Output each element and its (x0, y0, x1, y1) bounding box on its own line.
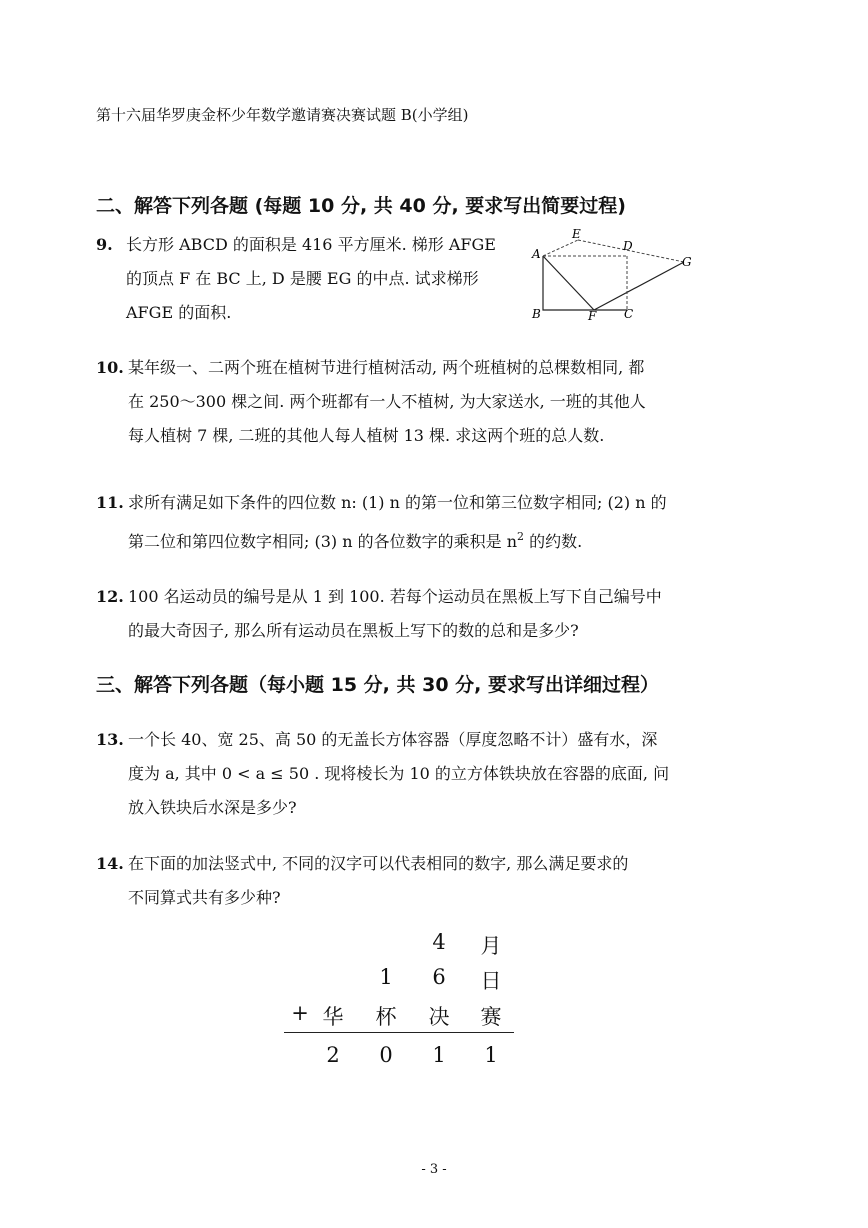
page-header: 第十六届华罗庚金杯少年数学邀请赛决赛试题 B(小学组) (96, 106, 469, 124)
problem-line: 在 250～300 棵之间. 两个班都有一人不植树, 为大家送水, 一班的其他人 (128, 392, 646, 411)
problem-line: 某年级一、二两个班在植树节进行植树活动, 两个班植树的总棵数相同, 都 (128, 358, 645, 377)
segment-ae (543, 240, 578, 256)
puzzle-char: 杯 (375, 1005, 397, 1029)
label-e: E (572, 227, 581, 241)
problem-line (96, 520, 696, 559)
problem-line: AFGE 的面积. (126, 303, 232, 322)
label-g: G (682, 255, 692, 269)
puzzle-char: 华 (322, 1005, 344, 1029)
problem-11 (96, 486, 696, 559)
label-a: A (532, 247, 541, 261)
label-b: B (532, 307, 541, 321)
puzzle-char: 月 (480, 934, 502, 958)
label-d: D (623, 239, 633, 253)
puzzle-digit: 0 (379, 1043, 393, 1067)
puzzle-char: 决 (428, 1005, 450, 1029)
problem-line: 一个长 40、宽 25、高 50 的无盖长方体容器（厚度忽略不计）盛有水，深 (128, 730, 658, 749)
problem-line: 100 名运动员的编号是从 1 到 100. 若每个运动员在黑板上写下自己编号中 (128, 587, 662, 606)
problem-line: 的顶点 F 在 BC 上, D 是腰 EG 的中点. 试求梯形 (126, 269, 479, 288)
problem-number: 12. (96, 587, 124, 606)
puzzle-digit: 1 (379, 965, 393, 989)
sum-line (284, 1032, 514, 1033)
problem-text: 的约数. (524, 532, 583, 551)
problem-number: 9. (96, 235, 113, 254)
rectangle-left-bottom (543, 256, 627, 310)
problem-line: 的最大奇因子, 那么所有运动员在黑板上写下的数的总和是多少? (128, 621, 579, 640)
problem-number: 13. (96, 730, 124, 749)
problem-9 (96, 228, 516, 330)
puzzle-digit: 1 (484, 1043, 498, 1067)
label-c: C (624, 307, 634, 321)
problem-14 (96, 847, 696, 915)
problem-12 (96, 580, 696, 648)
problem-line: 长方形 ABCD 的面积是 416 平方厘米. 梯形 AFGE (126, 235, 496, 254)
problem-number: 14. (96, 854, 124, 873)
puzzle-digit: 1 (432, 1043, 446, 1067)
puzzle-char: 赛 (480, 1005, 502, 1029)
problem-line: 在下面的加法竖式中, 不同的汉字可以代表相同的数字, 那么满足要求的 (128, 854, 629, 873)
problem-number: 11. (96, 493, 124, 512)
problem-line: 每人植树 7 棵, 二班的其他人每人植树 13 棵. 求这两个班的总人数. (128, 426, 605, 445)
segment-af (543, 256, 594, 310)
label-f: F (588, 309, 597, 321)
problem-10 (96, 351, 696, 453)
section-2-heading: 二、解答下列各题 (每题 10 分, 共 40 分, 要求写出简要过程) (96, 195, 626, 217)
problem-13 (96, 723, 696, 825)
segment-fg (594, 262, 684, 310)
section-3-heading: 三、解答下列各题（每小题 15 分, 共 30 分, 要求写出详细过程） (96, 674, 660, 696)
superscript: 2 (517, 530, 525, 543)
puzzle-char: 日 (480, 969, 502, 993)
problem-text: 第二位和第四位数字相同; (3) n 的各位数字的乘积是 n (128, 532, 518, 551)
problem-line: 度为 a, 其中 0 < a ≤ 50 . 现将棱长为 10 的立方体铁块放在容器的底面, 问 (128, 764, 670, 783)
trapezoid-figure (526, 226, 696, 321)
problem-number: 10. (96, 358, 124, 377)
puzzle-digit: 4 (432, 930, 446, 954)
plus-sign: + (291, 1001, 309, 1025)
problem-line: 不同算式共有多少种? (128, 888, 281, 907)
puzzle-digit: 2 (326, 1043, 340, 1067)
page-number: - 3 - (421, 1162, 447, 1177)
puzzle-digit: 6 (432, 965, 446, 989)
problem-line: 求所有满足如下条件的四位数 n: (1) n 的第一位和第三位数字相同; (2) n 的 (128, 493, 667, 512)
problem-line: 放入铁块后水深是多少? (128, 798, 297, 817)
